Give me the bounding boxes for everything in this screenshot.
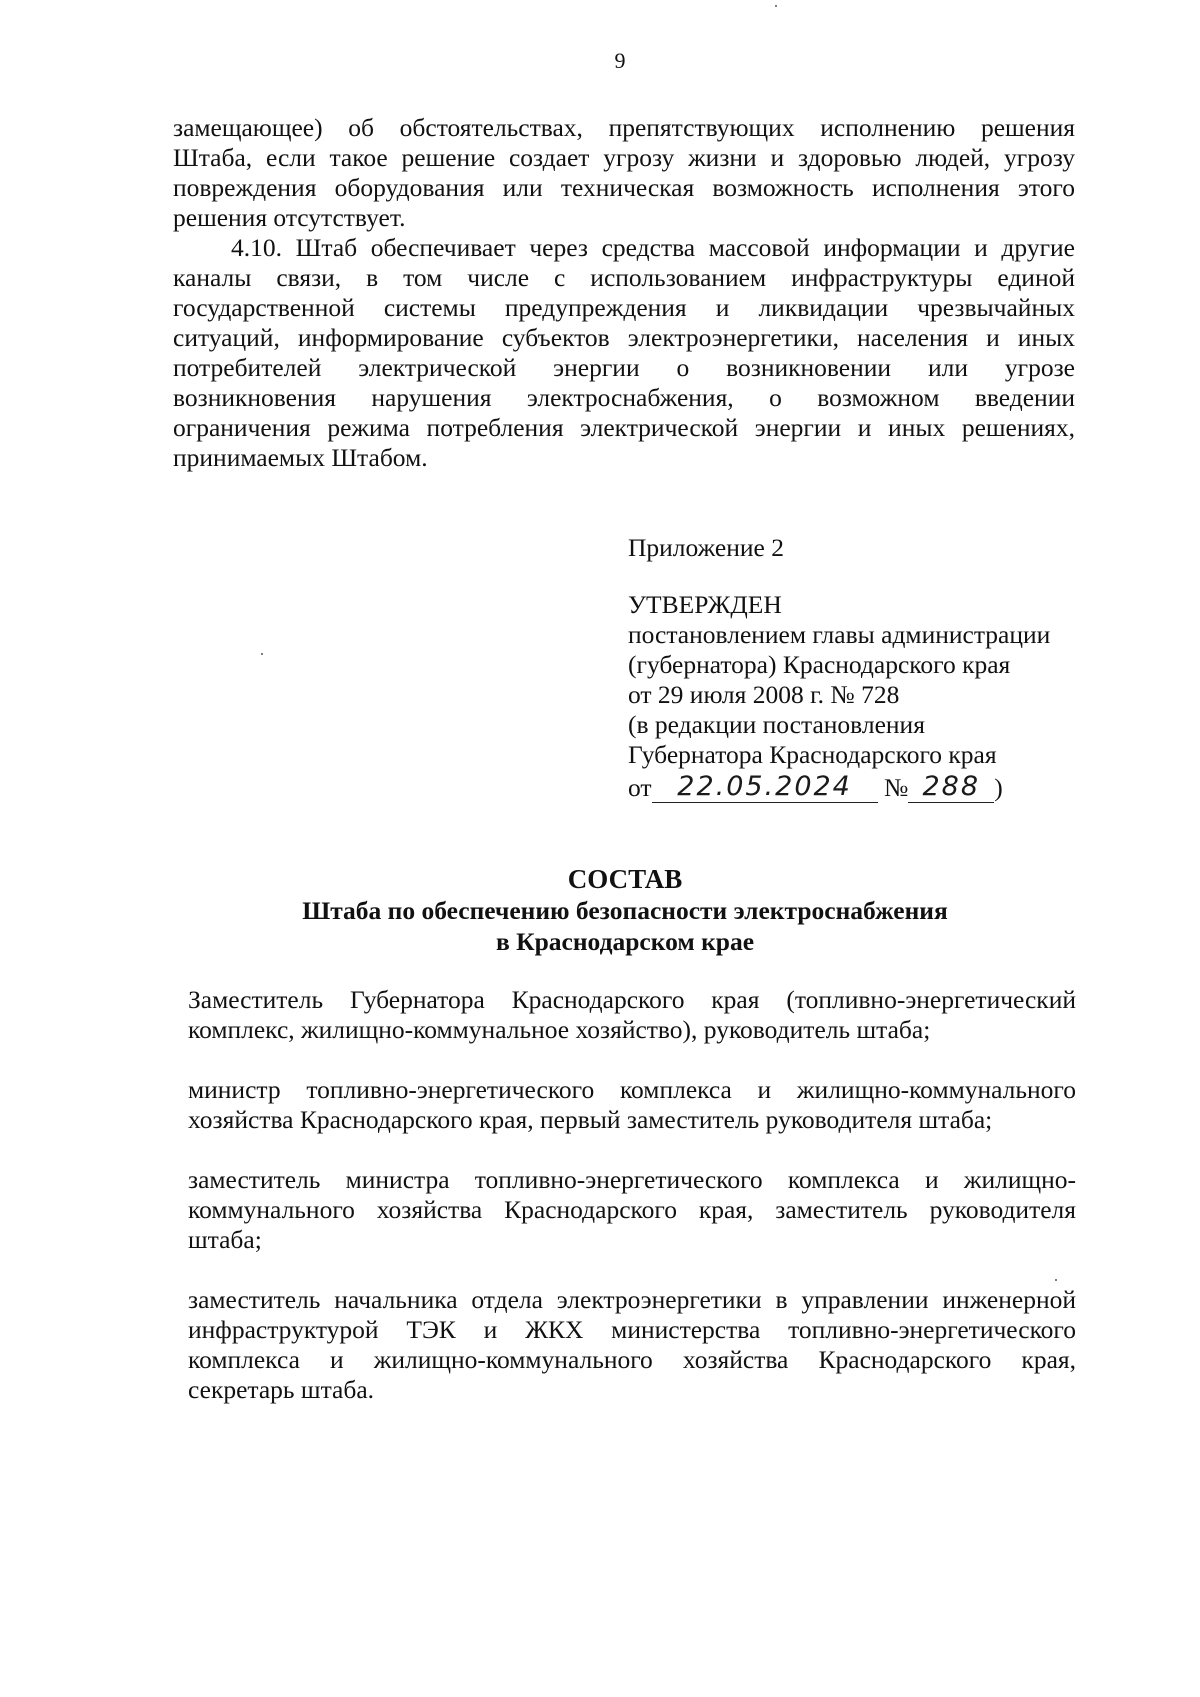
text-line: комплекс, жилищно-коммунальное хозяйство), руководитель штаба; bbox=[188, 1015, 931, 1044]
text-line: коммунального хозяйства Краснодарского края, заместитель руководителя bbox=[188, 1195, 1076, 1224]
text-line: штаба; bbox=[188, 1225, 262, 1254]
text-line: инфраструктурой ТЭК и ЖКХ министерства топливно-энергетического bbox=[188, 1315, 1076, 1344]
text-line: замещающее) об обстоятельствах, препятствующих исполнению решения bbox=[173, 113, 1075, 142]
text-line: возникновения нарушения электроснабжения, о возможном введении bbox=[173, 383, 1075, 412]
handwritten-date: 22.05.2024 bbox=[652, 772, 878, 803]
clause-4-10 bbox=[173, 233, 1075, 473]
text-line: ситуаций, информирование субъектов электроэнергетики, населения и иных bbox=[173, 323, 1075, 352]
approval-line: от 29 июля 2008 г. № 728 bbox=[628, 680, 900, 709]
appendix-label: Приложение 2 bbox=[628, 533, 784, 562]
approval-line: (губернатора) Краснодарского края bbox=[628, 650, 1011, 679]
intro-paragraph bbox=[173, 113, 1075, 233]
member-entry bbox=[188, 1285, 1076, 1405]
member-entry bbox=[188, 1075, 1076, 1135]
text-line: принимаемых Штабом. bbox=[173, 443, 428, 472]
page-number: 9 bbox=[614, 48, 626, 73]
scan-speck bbox=[1055, 1279, 1057, 1281]
text-line: заместитель начальника отдела электроэнергетики в управлении инженерной bbox=[188, 1285, 1076, 1314]
approval-line: постановлением главы администрации bbox=[628, 620, 1051, 649]
heading-subtitle: в Краснодарском крае bbox=[495, 927, 755, 956]
text-line: решения отсутствует. bbox=[173, 203, 406, 232]
text-line: Штаба, если такое решение создает угрозу жизни и здоровью людей, угрозу bbox=[173, 143, 1075, 172]
scan-speck bbox=[261, 653, 263, 655]
amendment-date-row bbox=[628, 772, 1003, 806]
text-line: хозяйства Краснодарского края, первый заместитель руководителя штаба; bbox=[188, 1105, 993, 1134]
member-entry bbox=[188, 1165, 1076, 1255]
date-prefix: от bbox=[628, 773, 652, 802]
text-line: заместитель министра топливно-энергетического комплекса и жилищно- bbox=[188, 1165, 1076, 1194]
text-line: секретарь штаба. bbox=[188, 1375, 375, 1404]
text-line: повреждения оборудования или техническая возможность исполнения этого bbox=[173, 173, 1075, 202]
number-sign: № bbox=[883, 773, 909, 802]
text-line: каналы связи, в том числе с использованием инфраструктуры единой bbox=[173, 263, 1075, 292]
member-entry bbox=[188, 985, 1076, 1045]
heading-title: СОСТАВ bbox=[567, 864, 683, 894]
text-line: министр топливно-энергетического комплекса и жилищно-коммунального bbox=[188, 1075, 1076, 1104]
scan-speck bbox=[775, 5, 777, 7]
text-line: потребителей электрической энергии о возникновении или угрозе bbox=[173, 353, 1075, 382]
approval-line: (в редакции постановления bbox=[628, 710, 925, 739]
text-line: 4.10. Штаб обеспечивает через средства массовой информации и другие bbox=[231, 233, 1075, 262]
composition-heading bbox=[175, 864, 1075, 957]
approved-title: УТВЕРЖДЕН bbox=[628, 590, 782, 619]
approval-line: Губернатора Краснодарского края bbox=[628, 740, 997, 769]
text-line: государственной системы предупреждения и ликвидации чрезвычайных bbox=[173, 293, 1075, 322]
text-line: комплекса и жилищно-коммунального хозяйства Краснодарского края, bbox=[188, 1345, 1076, 1374]
text-line: ограничения режима потребления электрической энергии и иных решениях, bbox=[173, 413, 1075, 442]
handwritten-number: 288 bbox=[908, 772, 994, 803]
text-line: Заместитель Губернатора Краснодарского края (топливно-энергетический bbox=[188, 985, 1076, 1014]
closing-paren: ) bbox=[994, 773, 1003, 802]
approval-text bbox=[628, 620, 1050, 770]
heading-subtitle: Штаба по обеспечению безопасности электроснабжения bbox=[302, 896, 948, 925]
